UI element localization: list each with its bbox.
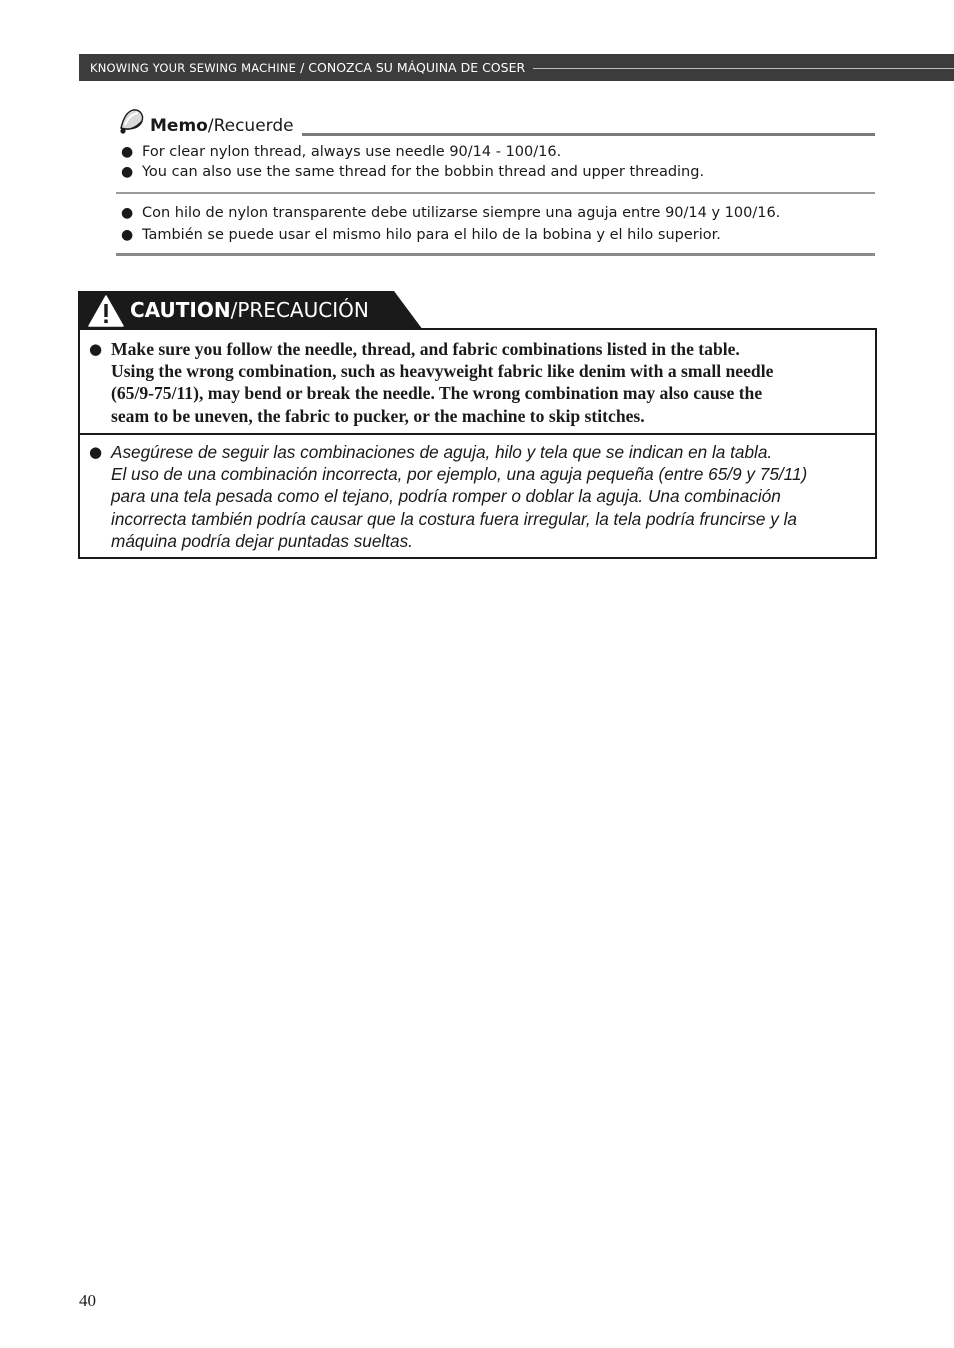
section-title-en: KNOWING YOUR SEWING MACHINE	[90, 60, 297, 75]
bell-icon	[116, 106, 146, 136]
bullet-icon: ●	[121, 144, 134, 160]
section-title-separator: /	[300, 60, 305, 75]
memo-heading-rule	[302, 133, 875, 136]
caution-es-line: El uso de una combinación incorrecta, por ejemplo, una aguja pequeña (entre 65/9 y 75/11)	[111, 464, 808, 485]
header-rule	[533, 68, 954, 69]
memo-item-en-1	[121, 143, 561, 161]
caution-title-bold: CAUTION	[130, 298, 231, 322]
caution-es-line: Asegúrese de seguir las combinaciones de aguja, hilo y tela que se indican en la tabla.	[111, 442, 773, 462]
bullet-icon: ●	[121, 227, 134, 243]
memo-divider	[116, 192, 875, 194]
caution-box	[78, 328, 877, 559]
page-number: 40	[79, 1291, 96, 1310]
memo-title	[150, 116, 294, 136]
memo-item-text: For clear nylon thread, always use needle 90/14 - 100/16.	[142, 144, 562, 160]
caution-es-line: máquina podría dejar puntadas sueltas.	[111, 530, 413, 551]
bullet-icon: ●	[89, 443, 103, 461]
caution-divider	[80, 433, 875, 435]
caution-en-line: Make sure you follow the needle, thread, and fabric combinations listed in the table.	[111, 339, 740, 359]
bullet-icon: ●	[121, 205, 134, 221]
caution-title	[130, 294, 369, 326]
caution-text-en	[111, 338, 865, 427]
caution-en-line: seam to be uneven, the fabric to pucker, or the machine to skip stitches.	[111, 405, 645, 426]
caution-en-line: Using the wrong combination, such as heavyweight fabric like denim with a small needle	[111, 361, 774, 382]
memo-bottom-rule	[116, 253, 875, 256]
memo-heading	[116, 106, 875, 138]
memo-item-text: You can also use the same thread for the bobbin thread and upper threading.	[142, 164, 705, 180]
caution-es-line: para una tela pesada como el tejano, podría romper o doblar la aguja. Una combinación	[111, 486, 781, 507]
caution-text-es	[111, 441, 865, 552]
section-title-es: CONOZCA SU MÁQUINA DE COSER	[308, 60, 526, 75]
memo-title-rest: /Recuerde	[207, 116, 294, 136]
memo-item-text: También se puede usar el mismo hilo para el hilo de la bobina y el hilo superior.	[142, 227, 721, 243]
memo-title-bold: Memo	[150, 116, 208, 136]
memo-item-es-2	[121, 226, 721, 244]
bullet-icon: ●	[89, 340, 103, 358]
memo-item-text: Con hilo de nylon transparente debe utilizarse siempre una aguja entre 90/14 y 100/16.	[142, 205, 781, 221]
caution-title-rest: /PRECAUCIÓN	[230, 298, 369, 322]
memo-item-es-1	[121, 204, 780, 222]
caution-en-line: (65/9-75/11), may bend or break the needle. The wrong combination may also cause the	[111, 383, 763, 404]
caution-es-line: incorrecta también podría causar que la costura fuera irregular, la tela podría fruncirse y la	[111, 508, 797, 529]
bullet-icon: ●	[121, 164, 134, 180]
section-header-bar	[79, 54, 954, 81]
memo-item-en-2	[121, 163, 704, 181]
